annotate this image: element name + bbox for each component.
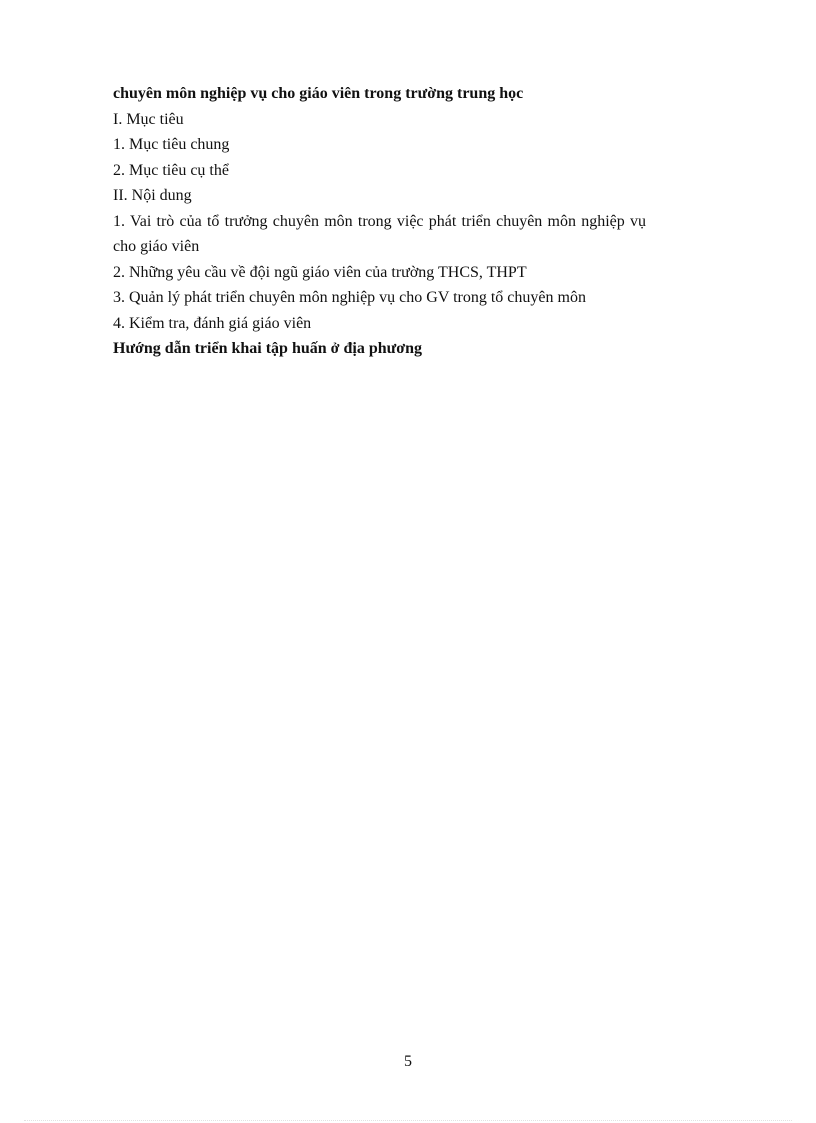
heading-local-training: Hướng dẫn triển khai tập huấn ở địa phương	[113, 340, 422, 357]
item-teacher-evaluation: 4. Kiểm tra, đánh giá giáo viên	[113, 314, 312, 332]
section-content: II. Nội dung	[113, 187, 192, 204]
item-role-of-head: 1. Vai trò của tổ trưởng chuyên môn trong việc phát triển chuyên môn nghiệp vụ cho giáo viên	[113, 212, 646, 255]
item-teacher-requirements: 2. Những yêu cầu về đội ngũ giáo viên của trường THCS, THPT	[113, 263, 527, 281]
item-professional-development: 3. Quản lý phát triển chuyên môn nghiệp vụ cho GV trong tổ chuyên môn	[113, 289, 586, 306]
page-body	[113, 81, 646, 362]
page-bottom-divider	[24, 1120, 792, 1121]
section-objectives: I. Mục tiêu	[113, 110, 184, 128]
heading-continuation: chuyên môn nghiệp vụ cho giáo viên trong trường trung học	[113, 85, 524, 102]
item-general-objective: 1. Mục tiêu chung	[113, 136, 230, 153]
item-specific-objective: 2. Mục tiêu cụ thể	[113, 161, 229, 179]
page-number: 5	[404, 1053, 412, 1070]
